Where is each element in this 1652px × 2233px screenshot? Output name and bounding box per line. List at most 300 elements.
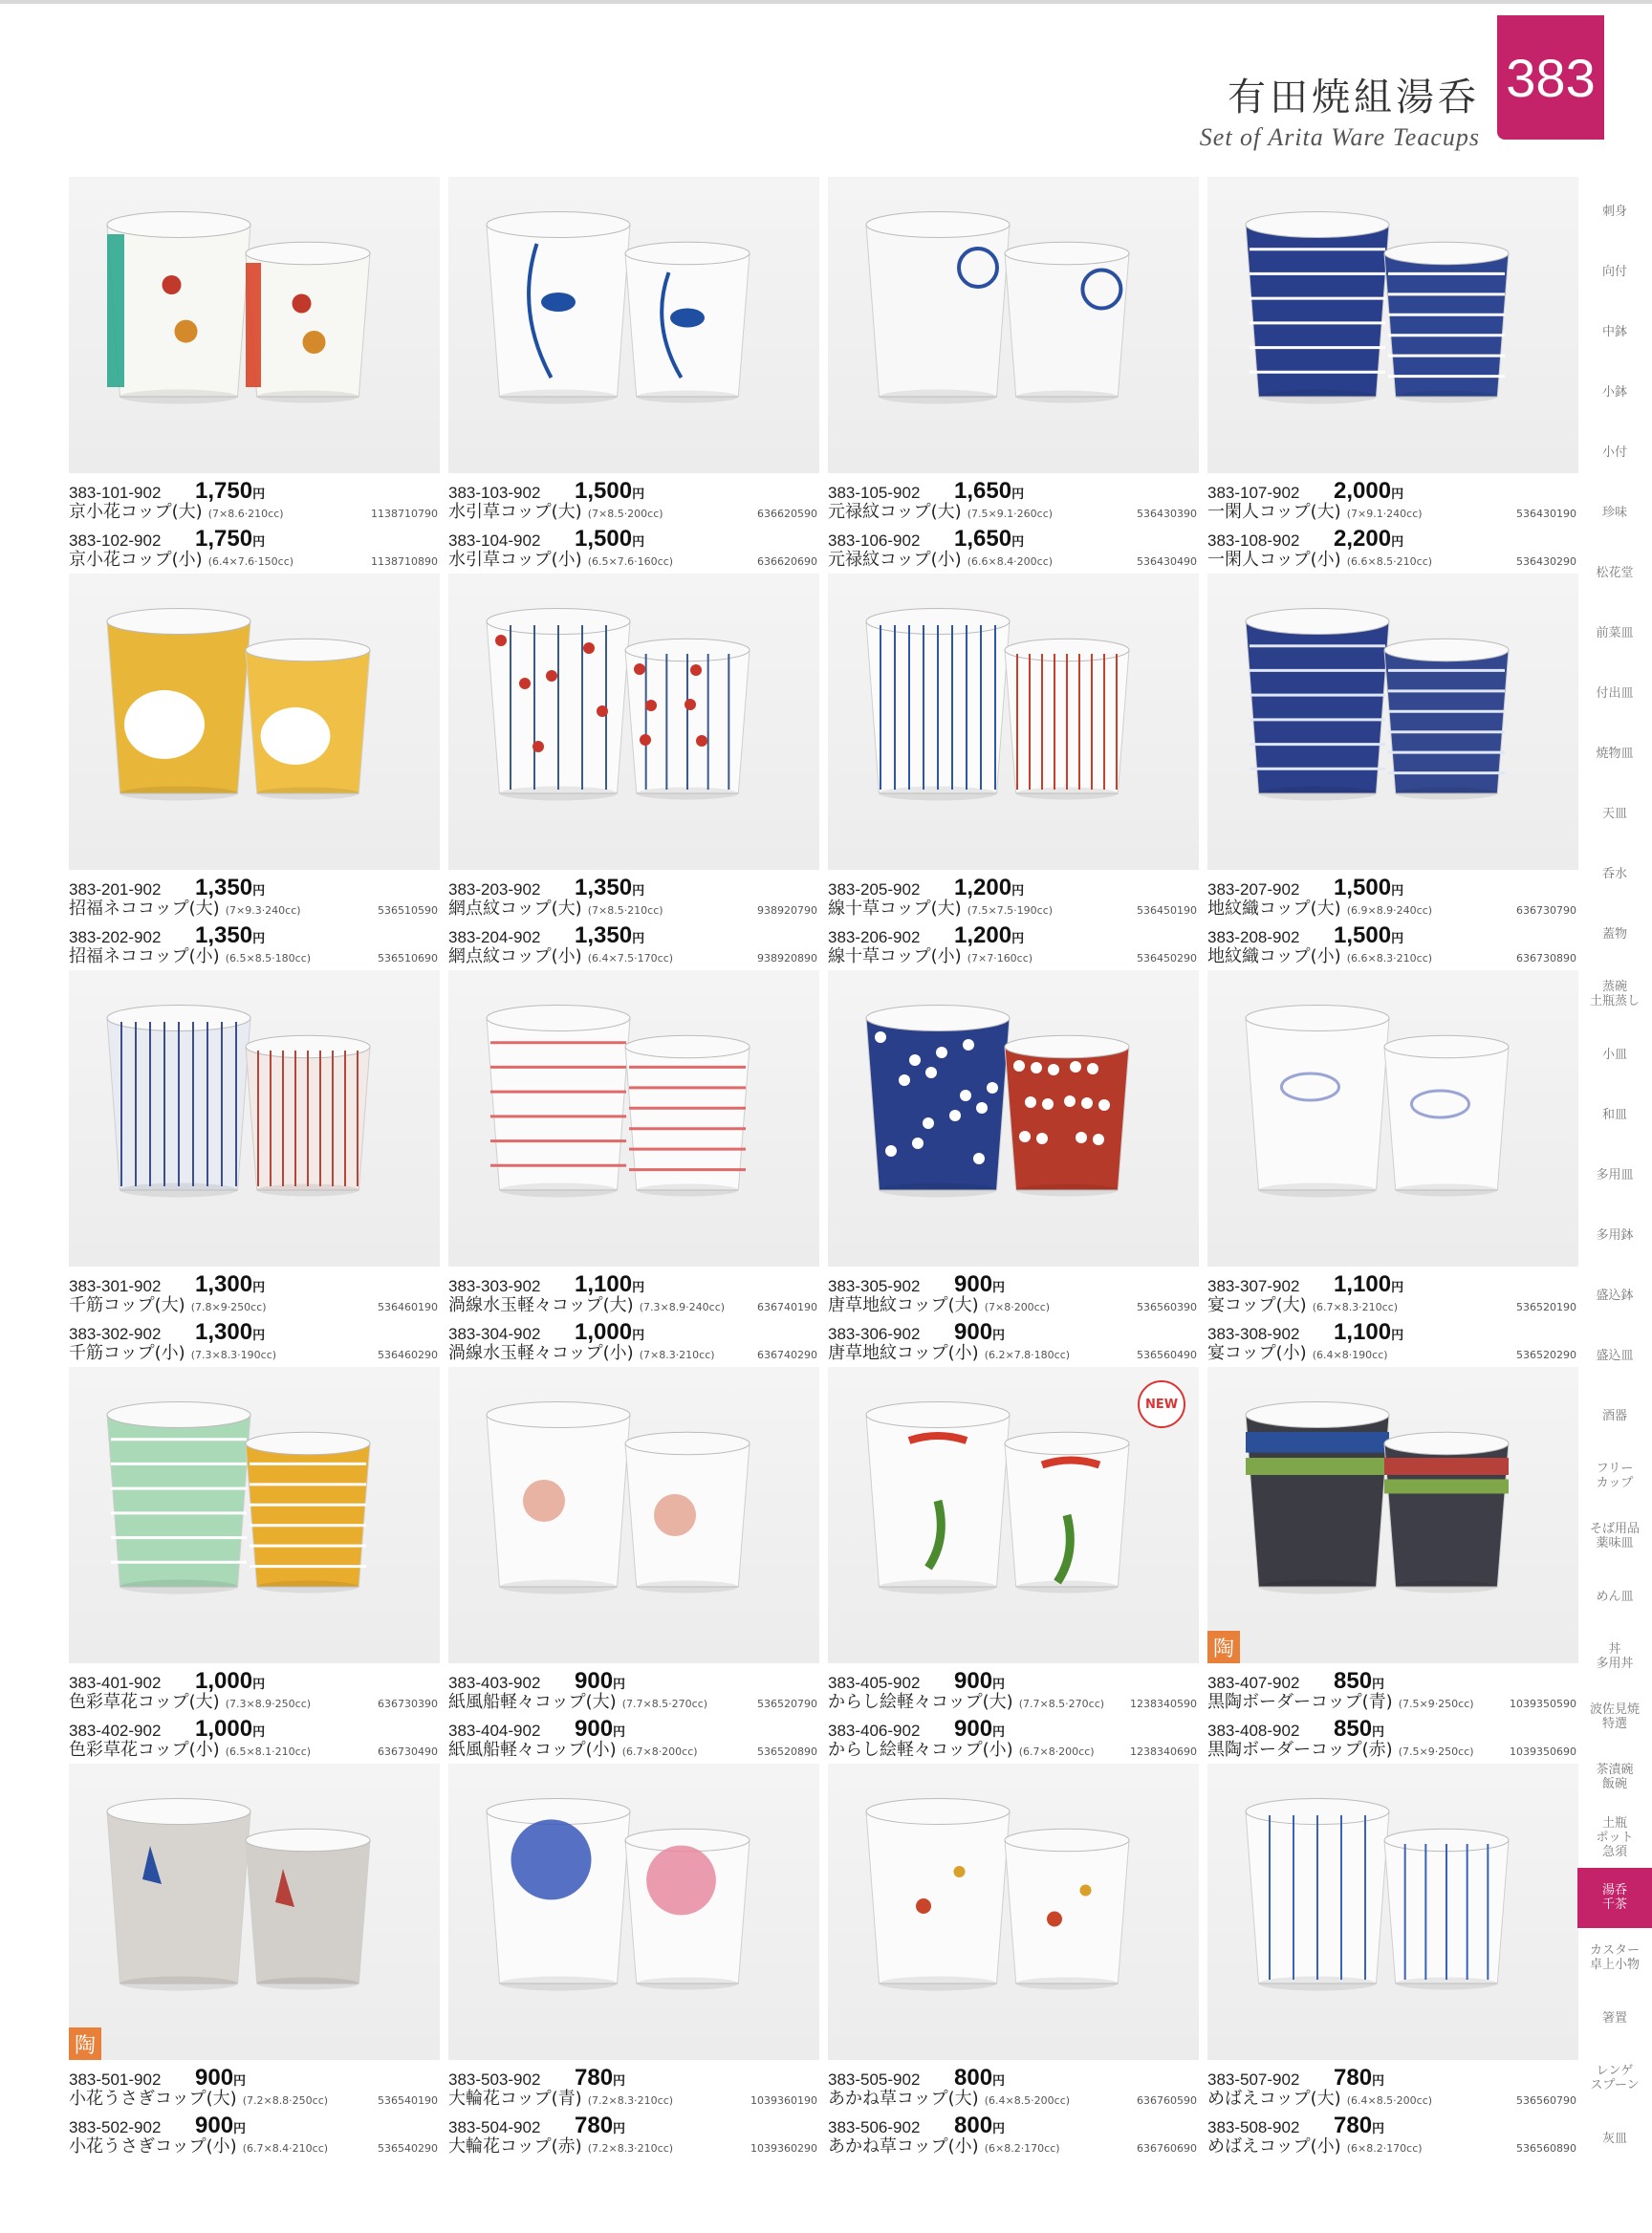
product-code-price (448, 2065, 821, 2091)
product-code-price (1207, 1271, 1580, 1297)
product-code: 383-101-902 (69, 484, 162, 502)
product-code-price (828, 922, 1201, 948)
product-jan: 536520290 (1516, 1349, 1576, 1361)
product-card (1207, 1367, 1578, 1759)
yen-mark: 円 (1372, 1677, 1385, 1691)
product-spec: (7.5×9.1·260cc) (967, 508, 1054, 520)
category-tab[interactable]: 前菜皿 (1596, 625, 1634, 640)
product-name: からし絵軽々コップ(大) (828, 1692, 1013, 1712)
product-name-row (828, 2089, 1201, 2110)
product-name-row (448, 1692, 821, 1713)
product-details (828, 1271, 1201, 1370)
category-tab[interactable]: 蒸碗 土瓶蒸し (1589, 980, 1640, 1008)
product-spec: (7.8×9·250cc) (190, 1301, 267, 1313)
product-name-row (69, 1740, 442, 1761)
product-jan: 938920890 (757, 952, 817, 965)
product-code-price (69, 2115, 442, 2136)
pottery-badge: 陶 (69, 2027, 101, 2060)
yen-mark: 円 (613, 1724, 626, 1739)
product-code-price (448, 1668, 821, 1694)
product-code-price (448, 478, 821, 504)
product-price: 1,300円 (195, 1319, 266, 1345)
product-name: 地紋織コップ(小) (1207, 946, 1341, 966)
product-code-price (828, 1271, 1201, 1297)
product-code: 383-105-902 (828, 484, 921, 502)
product-code-price (1207, 922, 1580, 948)
product-photo (828, 177, 1199, 473)
category-tab[interactable]: 向付 (1601, 264, 1627, 279)
product-spec: (7.5×9·250cc) (1398, 1745, 1474, 1758)
product-name: 水引草コップ(大) (448, 502, 582, 522)
product-name: 元禄紋コップ(小) (828, 550, 962, 570)
yen-mark: 円 (1391, 1280, 1404, 1294)
category-tab[interactable]: 箸置 (1601, 2010, 1627, 2026)
product-name-row (828, 1295, 1201, 1316)
product-spec: (6.5×8.5·180cc) (225, 952, 312, 965)
product-code: 383-305-902 (828, 1277, 921, 1295)
product-jan: 1138710790 (371, 508, 438, 520)
yen-mark: 円 (992, 1677, 1006, 1691)
yen-mark: 円 (992, 1280, 1006, 1294)
product-name: 宴コップ(大) (1207, 1295, 1307, 1315)
product-details (448, 1271, 821, 1370)
product-details (448, 1668, 821, 1767)
product-name-row (69, 1343, 442, 1364)
product-name-row (448, 946, 821, 967)
product-code-price (448, 1271, 821, 1297)
product-name-row (828, 946, 1201, 967)
product-name-row (69, 550, 442, 571)
product-price: 2,000円 (1334, 478, 1404, 504)
product-card (69, 574, 440, 965)
product-code: 383-302-902 (69, 1325, 162, 1343)
product-code-price (1207, 2065, 1580, 2091)
product-name: 唐草地紋コップ(大) (828, 1295, 979, 1315)
yen-mark: 円 (632, 931, 645, 945)
product-jan: 1039350690 (1510, 1745, 1576, 1758)
category-tab[interactable]: 付出皿 (1596, 685, 1634, 701)
product-card (828, 970, 1199, 1362)
yen-mark: 円 (1011, 487, 1025, 501)
product-spec: (7.3×8.9·240cc) (639, 1301, 726, 1313)
product-photo (448, 1367, 819, 1663)
product-details (448, 2065, 821, 2163)
product-price: 1,100円 (575, 1271, 645, 1297)
product-code-price (448, 922, 821, 948)
product-jan: 636730390 (378, 1698, 438, 1710)
product-card (1207, 177, 1578, 569)
product-code: 383-107-902 (1207, 484, 1300, 502)
product-jan: 536460190 (378, 1301, 438, 1313)
yen-mark: 円 (252, 883, 266, 898)
product-name: 渦線水玉軽々コップ(大) (448, 1295, 634, 1315)
product-jan: 536560390 (1137, 1301, 1197, 1313)
yen-mark: 円 (992, 1328, 1006, 1342)
product-code: 383-506-902 (828, 2118, 921, 2136)
product-name-row (69, 1692, 442, 1713)
product-spec: (6.4×7.5·170cc) (587, 952, 674, 965)
product-price: 900円 (195, 2065, 247, 2091)
product-details (828, 1668, 1201, 1767)
product-jan: 536450290 (1137, 952, 1197, 965)
category-tab[interactable]: 珍味 (1601, 505, 1627, 520)
product-code: 383-503-902 (448, 2070, 541, 2089)
product-details (1207, 478, 1580, 576)
category-tab[interactable]: 盛込皿 (1596, 1348, 1634, 1363)
product-code-price (1207, 2115, 1580, 2136)
product-jan: 938920790 (757, 904, 817, 917)
category-tab[interactable]: 多用皿 (1596, 1167, 1634, 1182)
category-tab[interactable]: 天皿 (1601, 806, 1627, 821)
yen-mark: 円 (992, 1724, 1006, 1739)
category-tab[interactable]: 中鉢 (1601, 324, 1627, 339)
product-price: 1,300円 (195, 1271, 266, 1297)
product-photo (69, 574, 440, 870)
product-card (828, 177, 1199, 569)
product-name: 大輪花コップ(青) (448, 2089, 582, 2109)
product-card (448, 1367, 819, 1759)
product-card (1207, 574, 1578, 965)
product-name: 京小花コップ(小) (69, 550, 203, 570)
product-name-row (1207, 502, 1580, 523)
product-card (1207, 970, 1578, 1362)
product-name: 宴コップ(小) (1207, 1343, 1307, 1363)
product-name: 一閑人コップ(小) (1207, 550, 1341, 570)
category-tab[interactable]: 湯呑 千茶 (1577, 1868, 1652, 1928)
product-code: 383-405-902 (828, 1674, 921, 1692)
product-price: 1,000円 (195, 1668, 266, 1694)
category-tab[interactable]: 盛込鉢 (1596, 1288, 1634, 1303)
product-jan: 536430290 (1516, 555, 1576, 568)
product-jan: 636730790 (1516, 904, 1576, 917)
product-code: 383-402-902 (69, 1722, 162, 1740)
product-code-price (69, 478, 442, 504)
product-price: 2,200円 (1334, 526, 1404, 552)
product-price: 1,650円 (954, 526, 1025, 552)
yen-mark: 円 (1372, 2073, 1385, 2088)
page-subtitle: Set of Arita Ware Teacups (1199, 123, 1480, 151)
product-details (1207, 1271, 1580, 1370)
product-photo (1207, 1764, 1578, 2060)
yen-mark: 円 (1011, 931, 1025, 945)
product-code: 383-108-902 (1207, 531, 1300, 550)
product-code: 383-103-902 (448, 484, 541, 502)
product-code: 383-504-902 (448, 2118, 541, 2136)
category-tab[interactable]: カスター 卓上小物 (1589, 1943, 1640, 1972)
product-name-row (1207, 1740, 1580, 1761)
product-name-row (828, 502, 1201, 523)
product-details (828, 2065, 1201, 2163)
product-photo (1207, 574, 1578, 870)
product-card (448, 574, 819, 965)
product-jan: 636620690 (757, 555, 817, 568)
product-price: 1,350円 (575, 922, 645, 948)
product-spec: (7.5×7.5·190cc) (967, 904, 1054, 917)
category-tab[interactable]: 茶漬碗 飯碗 (1596, 1763, 1634, 1791)
yen-mark: 円 (252, 1328, 266, 1342)
product-price: 1,500円 (1334, 875, 1404, 900)
yen-mark: 円 (632, 534, 645, 549)
product-name: 京小花コップ(大) (69, 502, 203, 522)
product-code: 383-501-902 (69, 2070, 162, 2089)
category-tab[interactable]: 松花堂 (1596, 565, 1634, 580)
product-price: 1,350円 (575, 875, 645, 900)
category-tab[interactable]: 呑水 (1601, 866, 1627, 881)
product-spec: (6×8.2·170cc) (1346, 2142, 1423, 2155)
product-name-row (448, 502, 821, 523)
category-tab[interactable]: 酒器 (1601, 1408, 1627, 1423)
yen-mark: 円 (992, 2121, 1006, 2135)
product-details (828, 875, 1201, 973)
product-spec: (7.3×8.9·250cc) (225, 1698, 312, 1710)
product-code-price (448, 2115, 821, 2136)
product-spec: (7×8.6·210cc) (207, 508, 284, 520)
product-code: 383-406-902 (828, 1722, 921, 1740)
product-code-price (1207, 478, 1580, 504)
product-spec: (6.2×7.8·180cc) (984, 1349, 1071, 1361)
yen-mark: 円 (632, 1280, 645, 1294)
product-price: 850円 (1334, 1668, 1385, 1694)
category-tab[interactable]: そば用品 薬味皿 (1589, 1522, 1640, 1550)
product-jan: 536460290 (378, 1349, 438, 1361)
category-index (1577, 182, 1652, 2169)
product-photo (1207, 1367, 1578, 1663)
product-name: 線十草コップ(大) (828, 899, 962, 919)
product-code: 383-206-902 (828, 928, 921, 946)
product-price: 1,100円 (1334, 1319, 1404, 1345)
product-spec: (6.7×8·200cc) (1018, 1745, 1095, 1758)
product-photo (69, 970, 440, 1267)
product-details (448, 875, 821, 973)
yen-mark: 円 (252, 1724, 266, 1739)
product-code: 383-306-902 (828, 1325, 921, 1343)
product-code: 383-202-902 (69, 928, 162, 946)
product-card (69, 1367, 440, 1759)
category-tab[interactable]: 蓋物 (1601, 926, 1627, 942)
product-spec: (6.9×8.9·240cc) (1346, 904, 1433, 917)
product-code-price (828, 1668, 1201, 1694)
product-code: 383-505-902 (828, 2070, 921, 2089)
product-photo (448, 970, 819, 1267)
product-jan: 536430390 (1137, 508, 1197, 520)
product-name-row (69, 2136, 442, 2157)
product-spec: (7×8.5·210cc) (587, 904, 663, 917)
product-price: 780円 (575, 2065, 626, 2091)
product-code-price (69, 1668, 442, 1694)
product-name-row (448, 1343, 821, 1364)
product-name-row (828, 1692, 1201, 1713)
category-tab[interactable]: 焼物皿 (1596, 746, 1634, 761)
product-price: 1,100円 (1334, 1271, 1404, 1297)
product-photo (69, 1367, 440, 1663)
product-name-row (448, 899, 821, 920)
product-name: 網点紋コップ(小) (448, 946, 582, 966)
yen-mark: 円 (252, 1280, 266, 1294)
product-name: 紙風船軽々コップ(小) (448, 1740, 617, 1760)
category-tab[interactable]: 灰皿 (1601, 2131, 1627, 2146)
product-code: 383-201-902 (69, 880, 162, 899)
product-name: 渦線水玉軽々コップ(小) (448, 1343, 634, 1363)
yen-mark: 円 (1391, 1328, 1404, 1342)
product-code-price (448, 875, 821, 900)
product-details (448, 478, 821, 576)
product-name-row (828, 550, 1201, 571)
category-tab[interactable]: 丼 多用丼 (1596, 1642, 1634, 1671)
product-name-row (1207, 2089, 1580, 2110)
category-tab[interactable]: レンゲ スプーン (1590, 2064, 1640, 2092)
product-name: 黒陶ボーダーコップ(赤) (1207, 1740, 1393, 1760)
page-number-tab: 383 (1497, 15, 1604, 140)
product-spec: (7.2×8.3·210cc) (587, 2094, 674, 2107)
product-code-price (69, 1271, 442, 1297)
yen-mark: 円 (252, 534, 266, 549)
yen-mark: 円 (233, 2073, 247, 2088)
product-spec: (6.6×8.3·210cc) (1346, 952, 1433, 965)
product-price: 1,200円 (954, 875, 1025, 900)
product-code: 383-102-902 (69, 531, 162, 550)
product-card (69, 970, 440, 1362)
product-jan: 1138710890 (371, 555, 438, 568)
product-code-price (69, 875, 442, 900)
product-jan: 636730890 (1516, 952, 1576, 965)
category-tab[interactable]: 多用鉢 (1596, 1227, 1634, 1243)
yen-mark: 円 (1011, 883, 1025, 898)
category-tab[interactable]: 和皿 (1601, 1107, 1627, 1122)
product-jan: 1039350590 (1510, 1698, 1576, 1710)
product-jan: 536510590 (378, 904, 438, 917)
product-jan: 636740290 (757, 1349, 817, 1361)
product-price: 900円 (575, 1668, 626, 1694)
yen-mark: 円 (1391, 931, 1404, 945)
category-tab[interactable]: 波佐見焼 特選 (1589, 1702, 1640, 1731)
product-spec: (7×9.1·240cc) (1346, 508, 1423, 520)
product-price: 900円 (954, 1271, 1006, 1297)
product-jan: 536510690 (378, 952, 438, 965)
product-code: 383-307-902 (1207, 1277, 1300, 1295)
product-details (69, 478, 442, 576)
product-name-row (1207, 2136, 1580, 2157)
product-spec: (7×8.5·200cc) (587, 508, 663, 520)
yen-mark: 円 (613, 1677, 626, 1691)
product-photo (828, 574, 1199, 870)
product-name: 黒陶ボーダーコップ(青) (1207, 1692, 1393, 1712)
product-jan: 536560790 (1516, 2094, 1576, 2107)
product-code: 383-203-902 (448, 880, 541, 899)
product-spec: (7×9.3·240cc) (225, 904, 301, 917)
product-code: 383-208-902 (1207, 928, 1300, 946)
product-code: 383-205-902 (828, 880, 921, 899)
product-name-row (828, 1740, 1201, 1761)
product-code: 383-407-902 (1207, 1674, 1300, 1692)
category-tab[interactable]: 小鉢 (1601, 384, 1627, 400)
category-tab[interactable]: 刺身 (1601, 204, 1627, 219)
category-tab[interactable]: フリー カップ (1596, 1462, 1634, 1490)
product-photo (828, 970, 1199, 1267)
product-jan: 536430490 (1137, 555, 1197, 568)
yen-mark: 円 (613, 2073, 626, 2088)
product-price: 1,500円 (1334, 922, 1404, 948)
product-code-price (448, 1319, 821, 1345)
product-name-row (448, 2089, 821, 2110)
product-code: 383-301-902 (69, 1277, 162, 1295)
product-photo (448, 177, 819, 473)
category-tab[interactable]: 小付 (1601, 444, 1627, 460)
product-spec: (6.4×8.5·200cc) (1346, 2094, 1433, 2107)
product-card (828, 1764, 1199, 2156)
product-jan: 1238340590 (1130, 1698, 1197, 1710)
product-card (69, 1764, 440, 2156)
product-photo (1207, 177, 1578, 473)
product-code-price (828, 2115, 1201, 2136)
product-code-price (69, 2065, 442, 2091)
product-price: 900円 (954, 1716, 1006, 1742)
product-code: 383-207-902 (1207, 880, 1300, 899)
product-jan: 536540290 (378, 2142, 438, 2155)
product-code: 383-304-902 (448, 1325, 541, 1343)
product-details (69, 1668, 442, 1767)
product-card (448, 1764, 819, 2156)
product-jan: 1238340690 (1130, 1745, 1197, 1758)
product-photo (828, 1367, 1199, 1663)
product-code: 383-104-902 (448, 531, 541, 550)
product-name: あかね草コップ(小) (828, 2136, 979, 2157)
yen-mark: 円 (632, 1328, 645, 1342)
product-name-row (69, 502, 442, 523)
product-code-price (448, 526, 821, 552)
product-details (69, 1271, 442, 1370)
yen-mark: 円 (233, 2121, 247, 2135)
product-code: 383-401-902 (69, 1674, 162, 1692)
product-name-row (1207, 550, 1580, 571)
category-tab[interactable]: 土瓶 ポット 急須 (1596, 1815, 1634, 1859)
product-name: 網点紋コップ(大) (448, 899, 582, 919)
product-code: 383-507-902 (1207, 2070, 1300, 2089)
product-code: 383-508-902 (1207, 2118, 1300, 2136)
product-photo (69, 177, 440, 473)
product-spec: (7.7×8.5·270cc) (621, 1698, 708, 1710)
product-details (828, 478, 1201, 576)
product-details (69, 875, 442, 973)
product-spec: (7×7·160cc) (967, 952, 1033, 965)
product-name-row (69, 946, 442, 967)
product-card (828, 1367, 1199, 1759)
product-spec: (7×8·200cc) (984, 1301, 1051, 1313)
page-title: 有田焼組湯呑 (1228, 76, 1480, 119)
product-name: 千筋コップ(小) (69, 1343, 185, 1363)
category-tab[interactable]: 小皿 (1601, 1047, 1627, 1062)
page-header (1200, 67, 1480, 152)
product-photo (448, 574, 819, 870)
product-details (1207, 1668, 1580, 1767)
product-price: 900円 (954, 1668, 1006, 1694)
product-card (828, 574, 1199, 965)
yen-mark: 円 (252, 487, 266, 501)
product-price: 1,200円 (954, 922, 1025, 948)
product-spec: (6.4×8.5·200cc) (984, 2094, 1071, 2107)
product-jan: 1039360190 (750, 2094, 817, 2107)
product-price: 780円 (575, 2113, 626, 2138)
product-price: 900円 (195, 2113, 247, 2138)
product-jan: 536520790 (757, 1698, 817, 1710)
category-tab[interactable]: めん皿 (1596, 1589, 1634, 1604)
product-name-row (448, 550, 821, 571)
product-spec: (6.5×8.1·210cc) (225, 1745, 312, 1758)
product-name: めばえコップ(大) (1207, 2089, 1341, 2109)
product-name: 招福ネココップ(小) (69, 946, 220, 966)
product-code: 383-502-902 (69, 2118, 162, 2136)
top-rule (0, 0, 1652, 4)
product-name-row (69, 1295, 442, 1316)
